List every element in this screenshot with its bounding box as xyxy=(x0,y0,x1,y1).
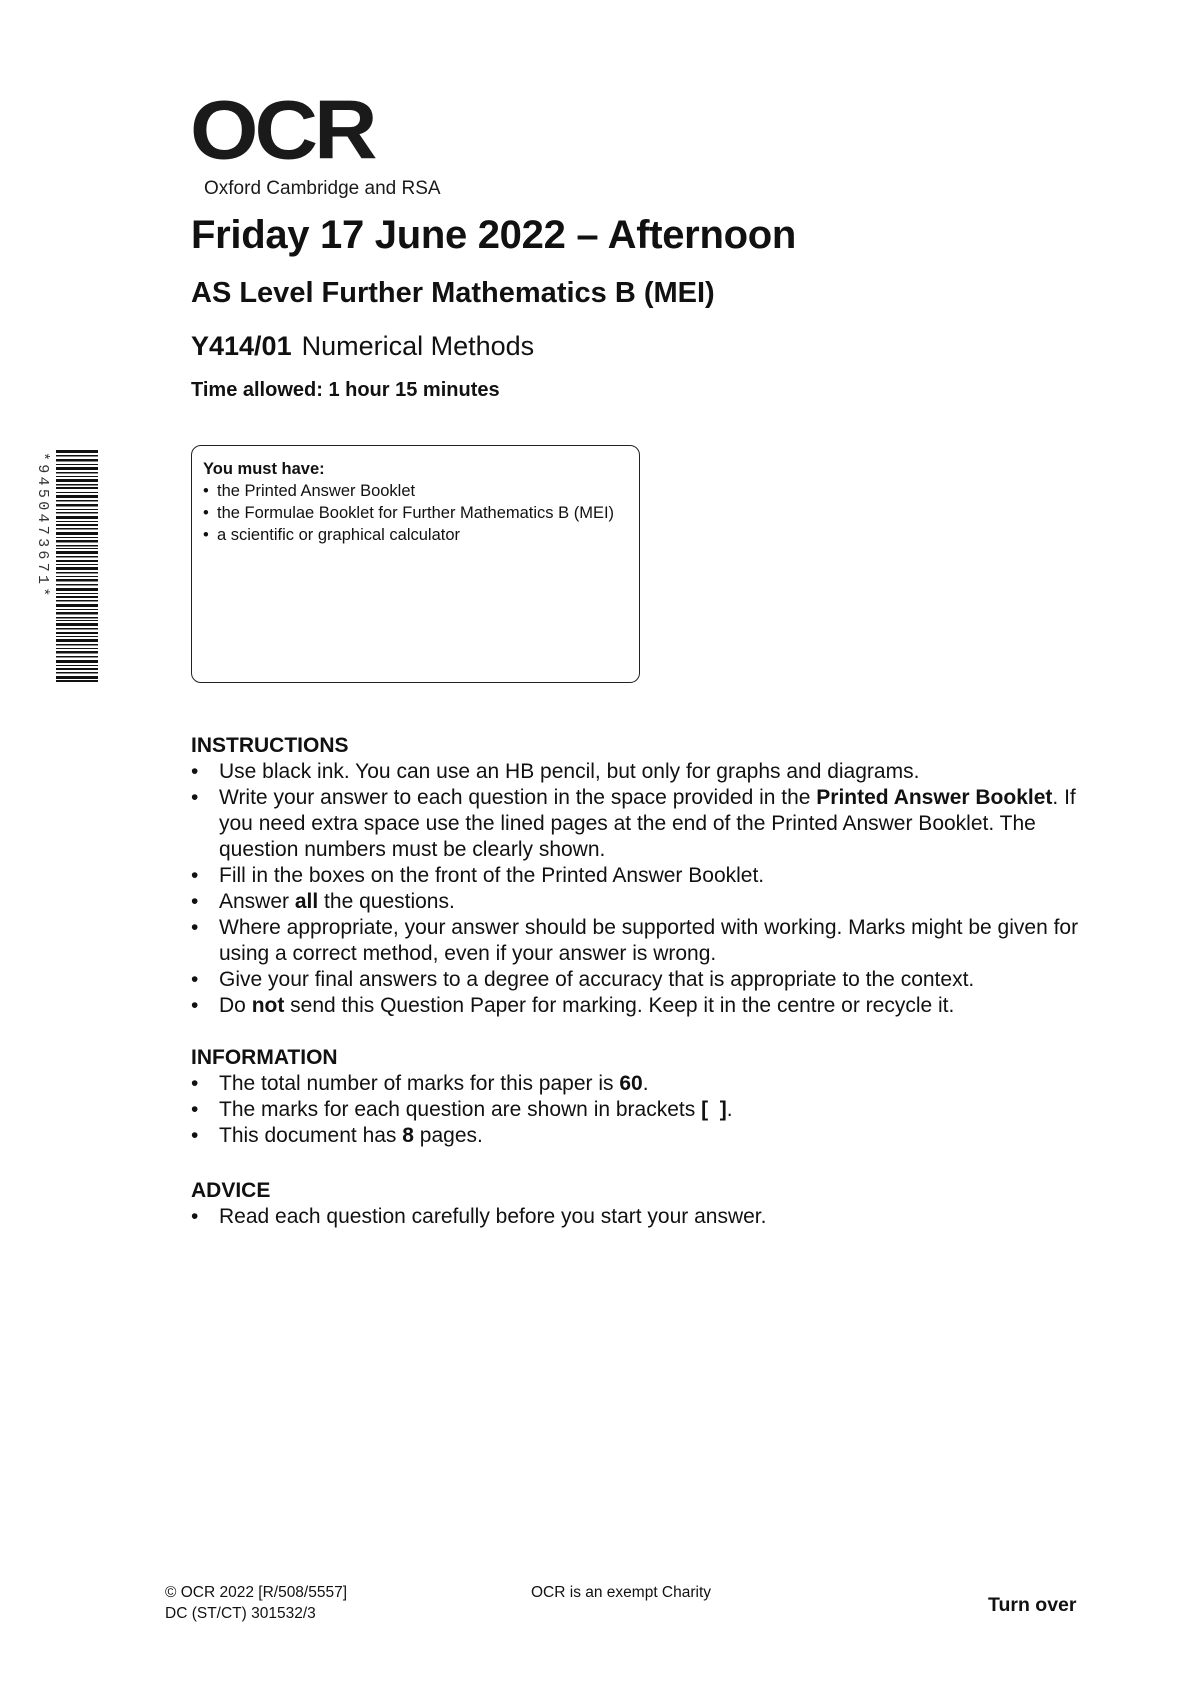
list-item xyxy=(191,785,1091,863)
instructions-heading: INSTRUCTIONS xyxy=(191,734,349,757)
list-item xyxy=(191,889,1091,915)
barcode-text: *9450473671* xyxy=(34,452,51,600)
text-run: the questions. xyxy=(318,890,455,913)
text-run: Write your answer to each question in the space provided in the xyxy=(219,786,817,809)
list-item: • Fill in the boxes on the front of the Printed Answer Booklet. xyxy=(191,863,1091,889)
advice-heading: ADVICE xyxy=(191,1179,271,1202)
text-run: The marks for each question are shown in brackets xyxy=(219,1098,702,1121)
information-list xyxy=(191,1071,1091,1149)
unit-line xyxy=(191,331,534,362)
text-run: This document has xyxy=(219,1124,403,1147)
list-item: • the Printed Answer Booklet xyxy=(203,480,629,502)
text-run: Answer xyxy=(219,890,295,913)
bold-text: 60 xyxy=(619,1072,643,1095)
list-item: • a scientific or graphical calculator xyxy=(203,524,629,546)
information-section xyxy=(191,1045,1091,1149)
requirements-box xyxy=(191,445,640,683)
logo-subtitle: Oxford Cambridge and RSA xyxy=(204,178,441,199)
bold-text: [ ] xyxy=(701,1098,727,1121)
requirements-heading: You must have: xyxy=(203,460,325,478)
turn-over-label: Turn over xyxy=(988,1594,1077,1616)
bold-text: Printed Answer Booklet xyxy=(816,786,1053,809)
ocr-logo xyxy=(190,82,441,199)
list-item: • Use black ink. You can use an HB pencil, but only for graphs and diagrams. xyxy=(191,759,1091,785)
list-item: • the Formulae Booklet for Further Mathematics B (MEI) xyxy=(203,502,629,524)
charity-note: OCR is an exempt Charity xyxy=(531,1584,712,1601)
bold-text: all xyxy=(294,890,319,913)
list-item xyxy=(191,1123,1091,1149)
list-item xyxy=(191,1097,1091,1123)
bold-text: 8 xyxy=(402,1124,414,1147)
text-run: . xyxy=(726,1098,733,1121)
text-run: pages. xyxy=(413,1124,483,1147)
bold-text: not xyxy=(251,994,285,1017)
instructions-list xyxy=(191,759,1091,1019)
text-run: Do xyxy=(219,994,252,1017)
document-code: DC (ST/CT) 301532/3 xyxy=(165,1605,316,1622)
copyright-text: © OCR 2022 [R/508/5557] xyxy=(165,1584,348,1601)
requirements-list xyxy=(203,480,629,546)
time-allowed: Time allowed: 1 hour 15 minutes xyxy=(191,379,500,401)
instructions-section xyxy=(191,733,1091,1019)
text-run: send this Question Paper for marking. Keep it in the centre or recycle it. xyxy=(284,994,955,1017)
logo-letters: OCR xyxy=(190,82,374,177)
exam-date-title: Friday 17 June 2022 – Afternoon xyxy=(191,213,796,257)
text-run: The total number of marks for this paper is xyxy=(219,1072,620,1095)
information-heading: INFORMATION xyxy=(191,1046,338,1069)
list-item: • Where appropriate, your answer should be supported with working. Marks might be given for using a correct method, even if your answer is wrong. xyxy=(191,915,1091,967)
barcode-icon xyxy=(56,450,98,682)
list-item xyxy=(191,993,1091,1019)
list-item: • Read each question carefully before you start your answer. xyxy=(191,1204,1091,1230)
advice-section xyxy=(191,1178,1091,1230)
text-run: . If you need extra space use the lined pages at the end of the Printed Answer Booklet. The question numbers must be clearly shown. xyxy=(219,786,1076,861)
advice-list xyxy=(191,1204,1091,1230)
list-item xyxy=(191,1071,1091,1097)
text-run: . xyxy=(642,1072,649,1095)
footer-left xyxy=(165,1582,347,1624)
subject-title: AS Level Further Mathematics B (MEI) xyxy=(191,277,715,309)
unit-name: Numerical Methods xyxy=(301,331,535,361)
unit-code: Y414/01 xyxy=(191,331,292,361)
list-item: • Give your final answers to a degree of accuracy that is appropriate to the context. xyxy=(191,967,1091,993)
